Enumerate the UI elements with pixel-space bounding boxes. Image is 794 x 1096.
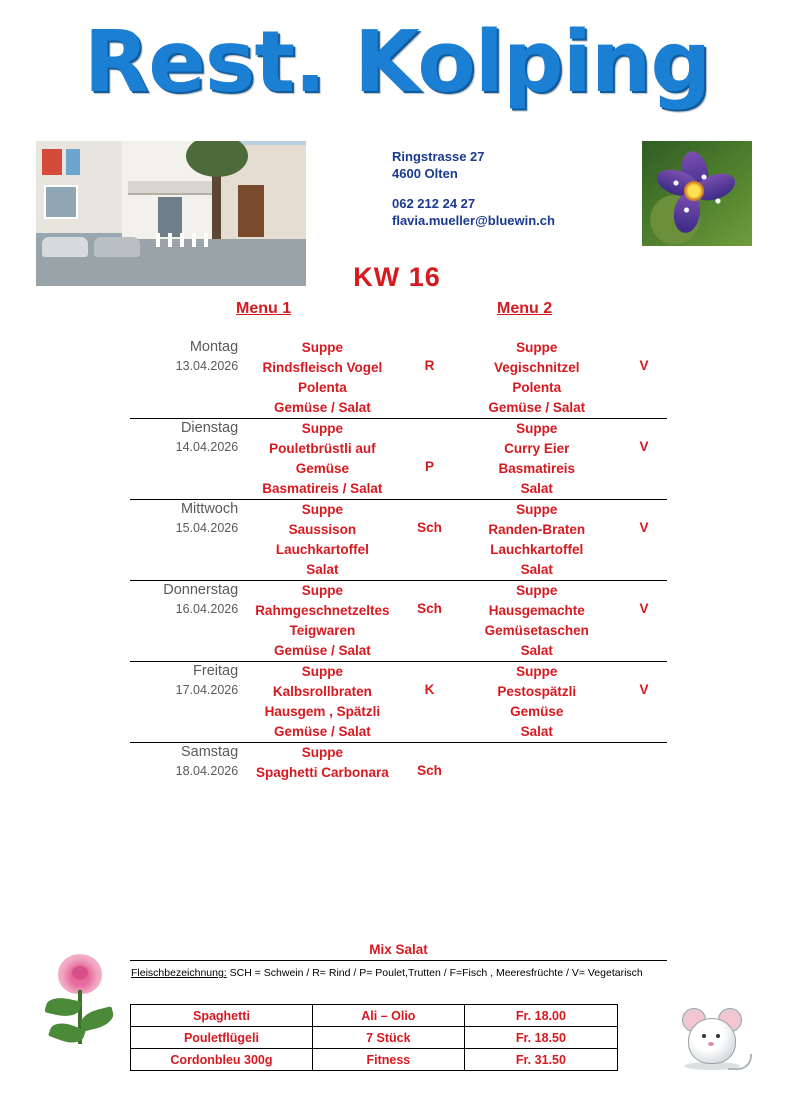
contact-block: [392, 148, 555, 229]
menu-line: Suppe: [301, 664, 343, 679]
menu2-cell: [453, 338, 621, 419]
diet-code: V: [639, 682, 649, 697]
email-address[interactable]: flavia.mueller@bluewin.ch: [392, 213, 555, 228]
menu-line: Spaghetti Carbonara: [255, 765, 389, 780]
table-row: [130, 419, 667, 500]
menu1-cell: [238, 743, 406, 784]
photo-terrace-chairs: [156, 233, 216, 247]
day-cell: [130, 338, 238, 419]
photo-car: [94, 237, 140, 257]
menu-line: Gemüse / Salat: [273, 643, 371, 658]
diet-code: V: [639, 439, 649, 454]
photo-detail: [238, 185, 264, 237]
price-item: Cordonbleu 300g: [131, 1049, 313, 1071]
menu-line: Basmatireis: [498, 461, 575, 476]
menu-line: Polenta: [512, 380, 562, 395]
day-date: 16.04.2026: [175, 602, 239, 616]
menu1-header: Menu 1: [236, 300, 292, 317]
price-variant: Ali – Olio: [312, 1005, 464, 1027]
menu1-code-cell: [407, 743, 453, 784]
week-label: KW 16: [353, 262, 441, 292]
day-name: Mittwoch: [180, 501, 239, 517]
menu1-cell: [238, 419, 406, 500]
menu2-header: Menu 2: [497, 300, 553, 317]
day-cell: [130, 662, 238, 743]
menu-line: Gemüsetaschen: [484, 623, 589, 638]
menu-line: Suppe: [516, 340, 558, 355]
menu-line: Salat: [520, 724, 553, 739]
rose-bloom: [58, 954, 102, 994]
price-variant: 7 Stück: [312, 1027, 464, 1049]
page-header: [0, 8, 794, 128]
meat-code: Sch: [417, 763, 442, 778]
day-name: Dienstag: [180, 420, 239, 436]
menu-line: Salat: [520, 562, 553, 577]
rose-leaf: [45, 995, 82, 1020]
day-date: 15.04.2026: [175, 521, 239, 535]
menu-line: Saussison: [288, 522, 357, 537]
photo-building-left: [36, 141, 124, 233]
phone-number: 062 212 24 27: [392, 196, 476, 211]
address-city: 4600 Olten: [392, 166, 458, 181]
photo-detail: [44, 185, 78, 219]
day-date: 14.04.2026: [175, 440, 239, 454]
day-cell: [130, 500, 238, 581]
rose-leaf: [78, 1006, 115, 1032]
meat-code: Sch: [417, 601, 442, 616]
day-cell: [130, 419, 238, 500]
day-name: Donnerstag: [163, 582, 239, 598]
menu1-cell: [238, 500, 406, 581]
menu1-cell: [238, 581, 406, 662]
mouse-eye: [716, 1034, 720, 1038]
menu-line: Suppe: [301, 502, 343, 517]
spacer: [392, 182, 555, 195]
table-row: [131, 1027, 618, 1049]
flower-photo: [642, 141, 752, 246]
menu1-cell: [238, 662, 406, 743]
menu-line: Suppe: [301, 421, 343, 436]
table-row: [130, 338, 667, 419]
day-name: Freitag: [193, 663, 239, 679]
price-variant: Fitness: [312, 1049, 464, 1071]
table-row: [130, 743, 667, 784]
legend-text: SCH = Schwein / R= Rind / P= Poulet,Trutten / F=Fisch , Meeresfrüchte / V= Vegetarisch: [226, 967, 643, 979]
menu-line: Salat: [520, 643, 553, 658]
price-item: Pouletflügeli: [131, 1027, 313, 1049]
meat-code: P: [425, 459, 435, 474]
price-value: Fr. 18.50: [464, 1027, 617, 1049]
mix-salat-label: Mix Salat: [130, 942, 667, 961]
table-row: [131, 1005, 618, 1027]
menu-line: Salat: [306, 562, 339, 577]
photo-detail: [42, 149, 62, 175]
menu2-code-cell: [621, 662, 667, 743]
menu-line: Suppe: [516, 502, 558, 517]
day-name: Samstag: [180, 744, 239, 760]
legend-title: Fleischbezeichnung:: [131, 967, 227, 979]
menu-line: Rindsfleisch Vogel: [262, 360, 383, 375]
menu-line: Lauchkartoffel: [490, 542, 584, 557]
menu-line: Vegischnitzel: [493, 360, 580, 375]
diet-code: V: [639, 520, 649, 535]
menu2-cell: [453, 581, 621, 662]
menu1-code-cell: [407, 338, 453, 419]
flower-speckles: [662, 165, 732, 225]
menu2-code-cell: [621, 338, 667, 419]
menu1-code-cell: [407, 419, 453, 500]
menu-line: Polenta: [297, 380, 347, 395]
menu-line: Gemüse / Salat: [488, 400, 586, 415]
day-date: 13.04.2026: [175, 359, 239, 373]
menu1-code-cell: [407, 500, 453, 581]
photo-car: [42, 237, 88, 257]
menu-line: Pouletbrüstli auf: [269, 441, 376, 456]
meat-code: K: [424, 682, 435, 697]
day-cell: [130, 743, 238, 784]
menu-line: Salat: [520, 481, 553, 496]
photo-detail: [66, 149, 80, 175]
meat-code: Sch: [417, 520, 442, 535]
page-title: Rest. Kolping: [83, 13, 711, 112]
menu-line: Gemüse: [510, 704, 564, 719]
diet-code: V: [639, 601, 649, 616]
menu2-code-cell: [621, 581, 667, 662]
table-row: [130, 662, 667, 743]
meat-code: R: [424, 358, 435, 373]
mouse-nose: [708, 1042, 714, 1046]
photo-detail: [128, 181, 212, 195]
menu-line: Lauchkartoffel: [275, 542, 369, 557]
menu2-code-cell: [621, 743, 667, 784]
address-street: Ringstrasse 27: [392, 149, 485, 164]
menu2-cell: [453, 419, 621, 500]
table-row: [130, 581, 667, 662]
menu-line: Pestospätzli: [497, 684, 577, 699]
menu2-code-cell: [621, 419, 667, 500]
menu-line: Suppe: [301, 745, 343, 760]
day-date: 17.04.2026: [175, 683, 239, 697]
menu-line: Gemüse / Salat: [273, 400, 371, 415]
menu2-code-cell: [621, 500, 667, 581]
meat-legend: [131, 966, 676, 980]
menu2-cell: [453, 743, 621, 784]
menu-line: Basmatireis / Salat: [262, 481, 383, 496]
menu-line: Teigwaren: [289, 623, 356, 638]
menu-line: Suppe: [516, 421, 558, 436]
menu-line: Randen-Braten: [488, 522, 586, 537]
price-value: Fr. 18.00: [464, 1005, 617, 1027]
table-row: [130, 500, 667, 581]
menu-line: Hausgem , Spätzli: [264, 704, 381, 719]
price-item: Spaghetti: [131, 1005, 313, 1027]
menu2-cell: [453, 662, 621, 743]
mouse-tail: [728, 1054, 752, 1070]
menu-line: Gemüse: [295, 461, 349, 476]
menu-line: Curry Eier: [504, 441, 570, 456]
table-row: [131, 1049, 618, 1071]
specials-price-table: [130, 1004, 618, 1071]
menu-line: Suppe: [516, 664, 558, 679]
menu1-cell: [238, 338, 406, 419]
price-value: Fr. 31.50: [464, 1049, 617, 1071]
weekly-menu-table: [130, 338, 667, 783]
menu-line: Suppe: [301, 583, 343, 598]
day-name: Montag: [189, 339, 239, 355]
photo-detail: [158, 197, 182, 237]
day-date: 18.04.2026: [175, 764, 239, 778]
menu-line: Suppe: [516, 583, 558, 598]
day-cell: [130, 581, 238, 662]
menu-line: Rahmgeschnetzeltes: [255, 603, 390, 618]
menu-line: Suppe: [301, 340, 343, 355]
rose-icon: [44, 954, 126, 1050]
mouse-icon: [672, 998, 754, 1078]
menu1-code-cell: [407, 581, 453, 662]
menu2-cell: [453, 500, 621, 581]
menu-line: Gemüse / Salat: [273, 724, 371, 739]
mouse-eye: [702, 1034, 706, 1038]
menu1-code-cell: [407, 662, 453, 743]
diet-code: V: [639, 358, 649, 373]
menu-line: Hausgemachte: [488, 603, 585, 618]
menu-line: Kalbsrollbraten: [272, 684, 372, 699]
